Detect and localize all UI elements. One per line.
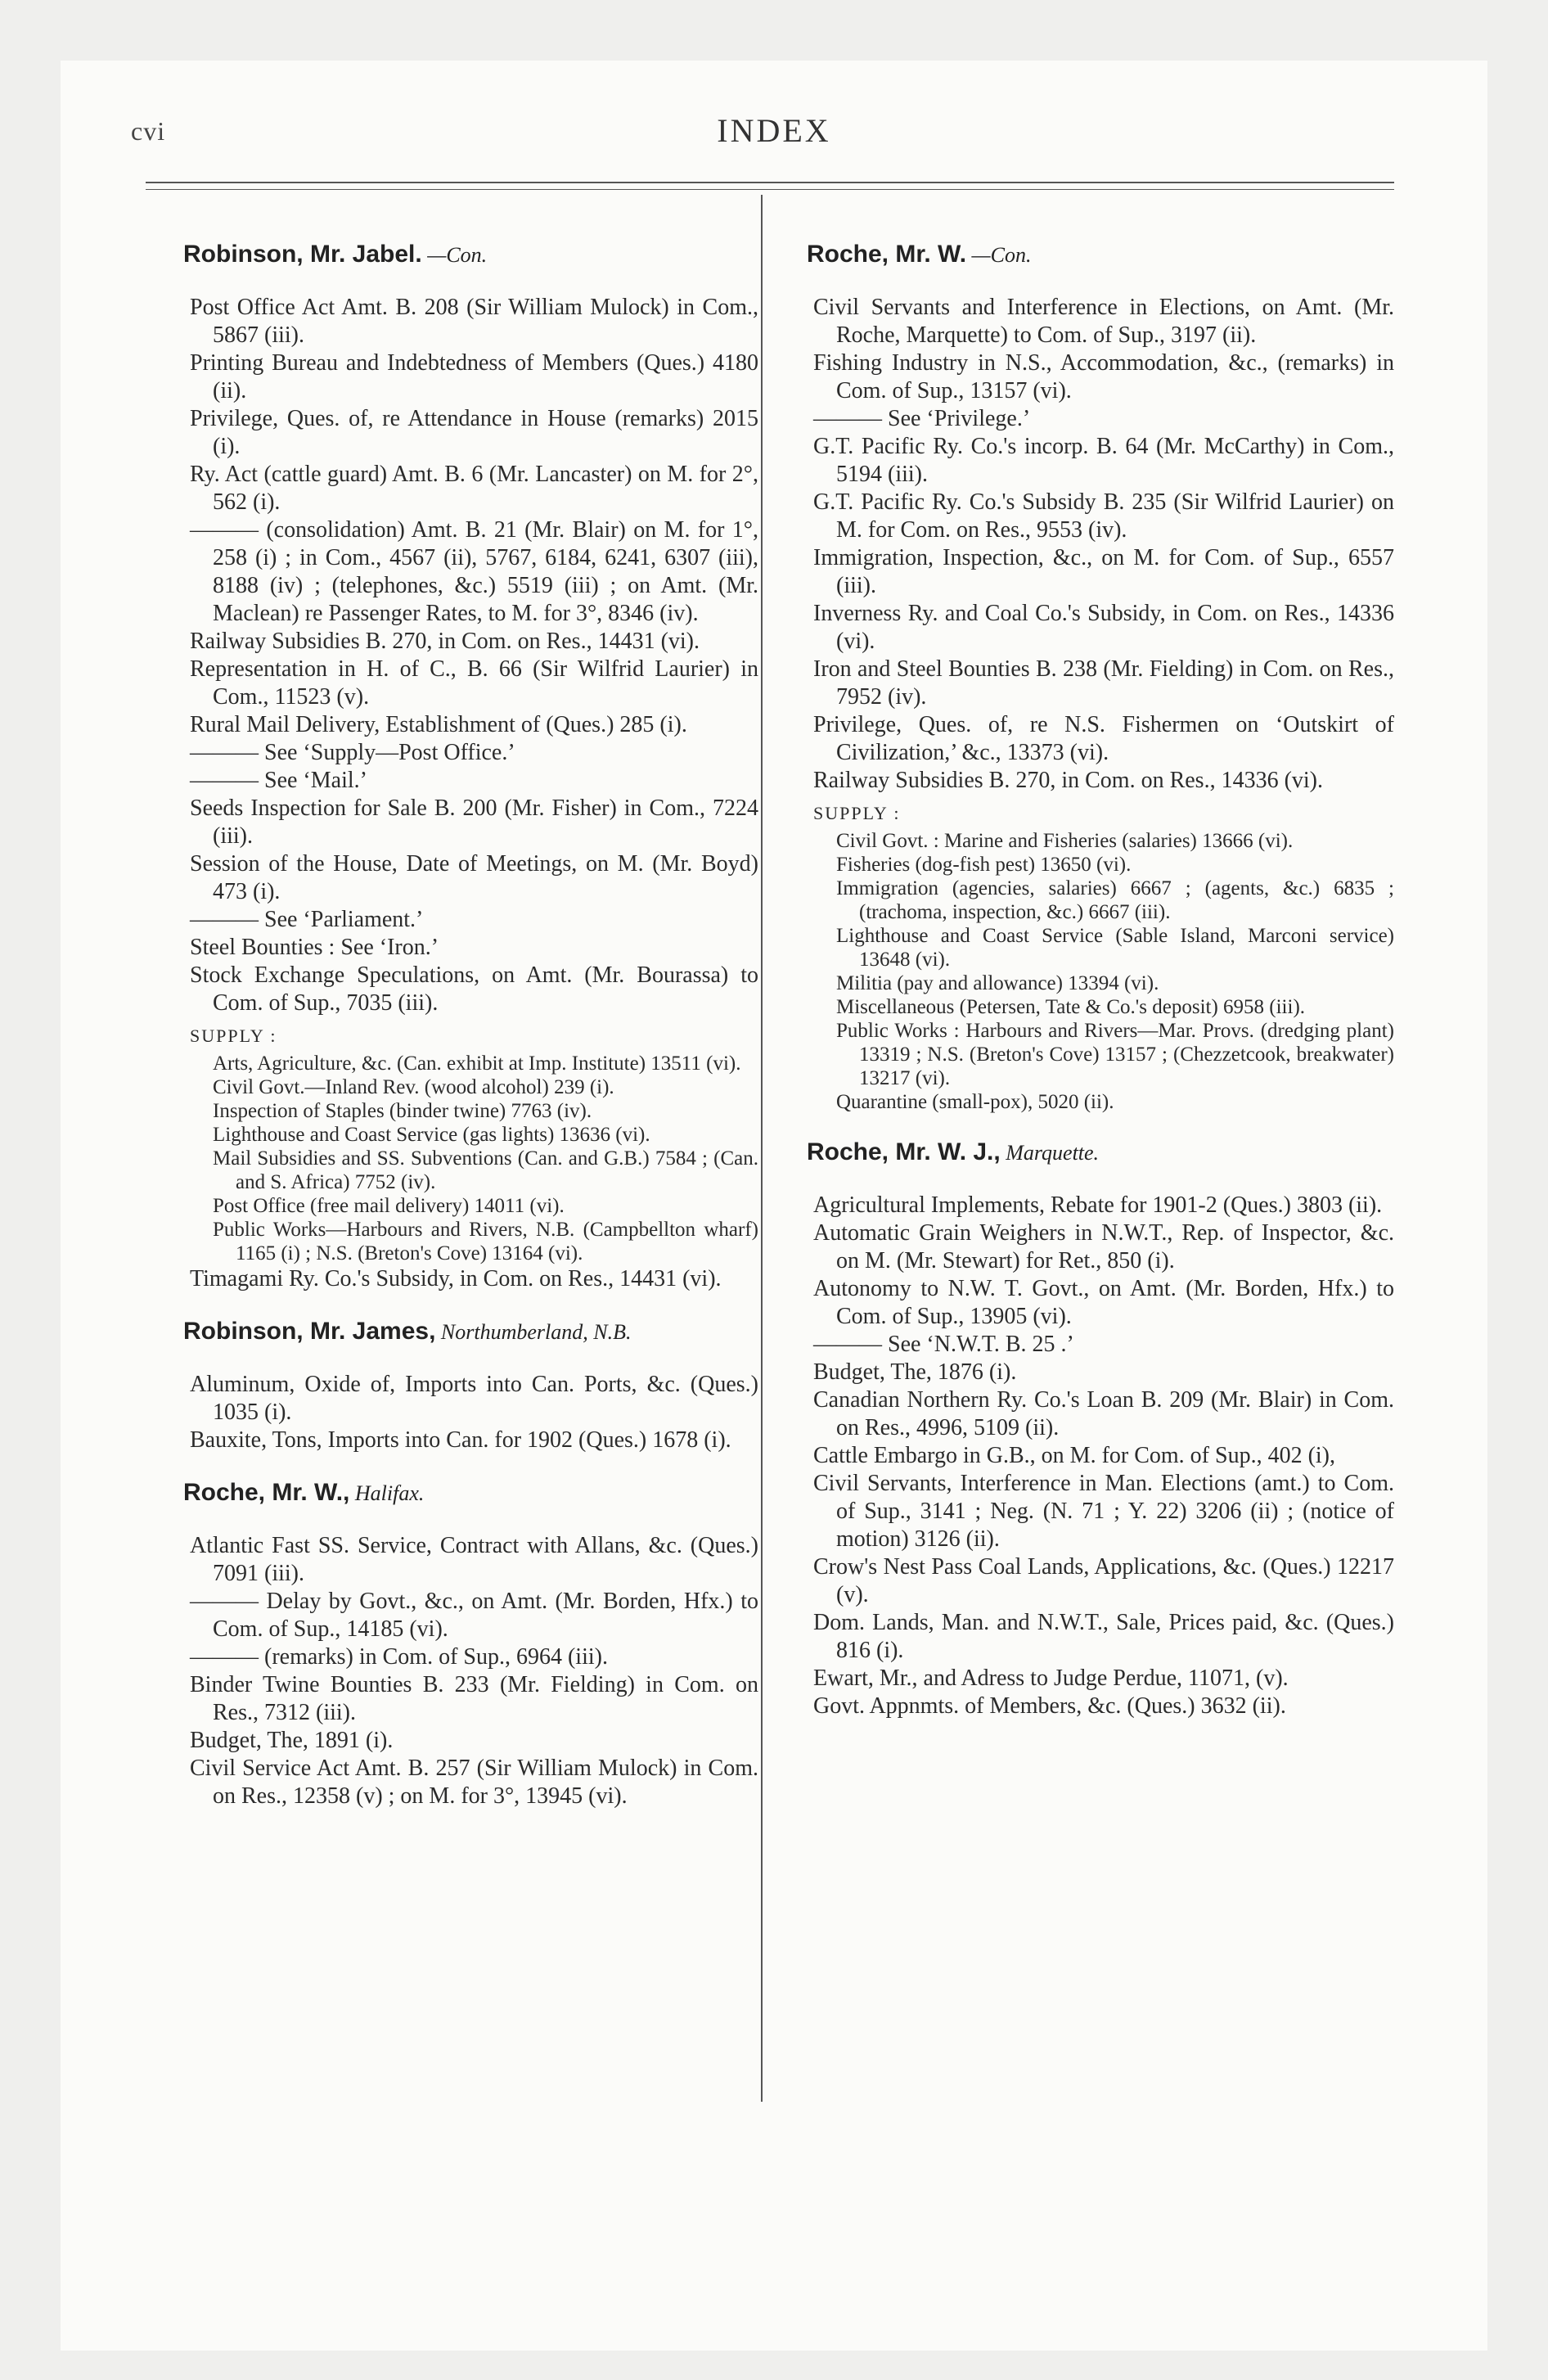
index-entry: Printing Bureau and Indebtedness of Members (Ques.) 4180 (ii). (190, 350, 758, 403)
left-column (183, 216, 758, 1810)
index-entry: ——— See ‘Mail.’ (190, 768, 367, 793)
index-entry: ——— (remarks) in Com. of Sup., 6964 (iii). (190, 1644, 608, 1670)
index-entry: Privilege, Ques. of, re N.S. Fishermen on ‘Outskirt of Civilization,’ &c., 13373 (vi). (813, 712, 1394, 765)
column-divider (761, 195, 763, 2102)
index-entry: Timagami Ry. Co.'s Subsidy, in Com. on Res., 14431 (vi). (190, 1266, 722, 1291)
index-entry: Autonomy to N.W. T. Govt., on Amt. (Mr. Borden, Hfx.) to Com. of Sup., 13905 (vi). (813, 1276, 1394, 1329)
index-entry: Post Office Act Amt. B. 208 (Sir William Mulock) in Com., 5867 (iii). (190, 295, 758, 348)
supply-entry: Inspection of Staples (binder twine) 7763 (iv). (213, 1100, 592, 1122)
index-entry: Bauxite, Tons, Imports into Can. for 1902 (Ques.) 1678 (i). (190, 1427, 731, 1453)
index-entry: Representation in H. of C., B. 66 (Sir Wilfrid Laurier) in Com., 11523 (v). (190, 656, 758, 710)
supply-entry: Public Works : Harbours and Rivers—Mar. Provs. (dredging plant) 13319 ; N.S. (Breton's Cove) 13157 ; (Chezzetcook, breakwater) 13217 (vi). (836, 1020, 1394, 1089)
index-entry: Stock Exchange Speculations, on Amt. (Mr. Bourassa) to Com. of Sup., 7035 (iii). (190, 962, 758, 1016)
index-entry: Civil Service Act Amt. B. 257 (Sir William Mulock) in Com. on Res., 12358 (v) ; on M. for 3°, 13945 (vi). (190, 1756, 758, 1809)
member-riding: Northumberland, N.B. (435, 1320, 632, 1344)
index-entry: Ewart, Mr., and Adress to Judge Perdue, 11071, (v). (813, 1666, 1289, 1691)
index-entry: Session of the House, Date of Meetings, on M. (Mr. Boyd) 473 (i). (190, 851, 758, 904)
member-heading (183, 241, 758, 269)
index-entry: Civil Servants and Interference in Elections, on Amt. (Mr. Roche, Marquette) to Com. of Sup., 3197 (ii). (813, 295, 1394, 348)
supply-entry: Fisheries (dog-fish pest) 13650 (vi). (836, 854, 1132, 876)
index-entry: Privilege, Ques. of, re Attendance in House (remarks) 2015 (i). (190, 406, 758, 459)
index-entry: Binder Twine Bounties B. 233 (Mr. Fielding) in Com. on Res., 7312 (iii). (190, 1672, 758, 1725)
supply-entry: Lighthouse and Coast Service (gas lights) 13636 (vi). (213, 1124, 650, 1146)
member-heading (807, 1138, 1394, 1167)
index-entry: Fishing Industry in N.S., Accommodation, &c., (remarks) in Com. of Sup., 13157 (vi). (813, 350, 1394, 403)
index-entry: Rural Mail Delivery, Establishment of (Ques.) 285 (i). (190, 712, 687, 737)
supply-entry: Miscellaneous (Petersen, Tate & Co.'s deposit) 6958 (iii). (836, 996, 1306, 1018)
supply-entry: Lighthouse and Coast Service (Sable Island, Marconi service) 13648 (vi). (836, 925, 1394, 971)
supply-entry: Arts, Agriculture, &c. (Can. exhibit at Imp. Institute) 13511 (vi). (213, 1053, 741, 1075)
index-entry: Budget, The, 1891 (i). (190, 1728, 394, 1753)
index-entry: Dom. Lands, Man. and N.W.T., Sale, Prices paid, &c. (Ques.) 816 (i). (813, 1610, 1394, 1663)
supply-entry: Militia (pay and allowance) 13394 (vi). (836, 972, 1159, 994)
index-entry: ——— See ‘Parliament.’ (190, 907, 424, 932)
supply-entry: Quarantine (small-pox), 5020 (ii). (836, 1091, 1114, 1113)
member-name: Robinson, Mr. James, (183, 1318, 436, 1345)
member-heading (807, 241, 1394, 269)
index-entry: Cattle Embargo in G.B., on M. for Com. of Sup., 402 (i), (813, 1443, 1335, 1468)
member-riding: —Con. (421, 243, 488, 267)
member-name: Roche, Mr. W. J., (807, 1138, 1001, 1165)
index-entry: Atlantic Fast SS. Service, Contract with Allans, &c. (Ques.) 7091 (iii). (190, 1533, 758, 1586)
member-name: Roche, Mr. W., (183, 1479, 350, 1506)
index-entry: ——— See ‘Privilege.’ (813, 406, 1031, 431)
supply-entry: Post Office (free mail delivery) 14011 (vi). (213, 1195, 565, 1217)
index-entry: Steel Bounties : See ‘Iron.’ (190, 935, 439, 960)
member-riding: Marquette. (1000, 1141, 1100, 1165)
index-entry: Aluminum, Oxide of, Imports into Can. Ports, &c. (Ques.) 1035 (i). (190, 1372, 758, 1425)
member-heading (183, 1479, 758, 1508)
member-riding: —Con. (966, 243, 1032, 267)
index-entry: ——— See ‘Supply—Post Office.’ (190, 740, 515, 765)
index-entry: ——— Delay by Govt., &c., on Amt. (Mr. Borden, Hfx.) to Com. of Sup., 14185 (vi). (190, 1589, 758, 1642)
supply-heading: SUPPLY : (813, 803, 901, 823)
right-column (807, 216, 1394, 1720)
index-entry: Inverness Ry. and Coal Co.'s Subsidy, in Com. on Res., 14336 (vi). (813, 601, 1394, 654)
supply-entry: Civil Govt. : Marine and Fisheries (salaries) 13666 (vi). (836, 830, 1294, 852)
member-name: Robinson, Mr. Jabel. (183, 241, 422, 268)
index-entry: Civil Servants, Interference in Man. Elections (amt.) to Com. of Sup., 3141 ; Neg. (N. 71 ; Y. 22) 3206 (ii) ; (notice of motion) 3126 (ii). (813, 1471, 1394, 1552)
index-entry: Budget, The, 1876 (i). (813, 1359, 1017, 1385)
index-entry: Agricultural Implements, Rebate for 1901-2 (Ques.) 3803 (ii). (813, 1192, 1383, 1218)
index-entry: Crow's Nest Pass Coal Lands, Applications, &c. (Ques.) 12217 (v). (813, 1554, 1394, 1607)
header-rule (146, 182, 1394, 183)
index-entry: Seeds Inspection for Sale B. 200 (Mr. Fisher) in Com., 7224 (iii). (190, 796, 758, 849)
member-name: Roche, Mr. W. (807, 241, 967, 268)
index-entry: Iron and Steel Bounties B. 238 (Mr. Fielding) in Com. on Res., 7952 (iv). (813, 656, 1394, 710)
index-entry: Automatic Grain Weighers in N.W.T., Rep. of Inspector, &c. on M. (Mr. Stewart) for Ret., 850 (i). (813, 1220, 1394, 1273)
index-entry: Immigration, Inspection, &c., on M. for Com. of Sup., 6557 (iii). (813, 545, 1394, 598)
page-title: INDEX (717, 112, 831, 149)
index-entry: Canadian Northern Ry. Co.'s Loan B. 209 (Mr. Blair) in Com. on Res., 4996, 5109 (ii). (813, 1387, 1394, 1440)
supply-entry: Public Works—Harbours and Rivers, N.B. (Campbellton wharf) 1165 (i) ; N.S. (Breton's Cove) 13164 (vi). (213, 1219, 758, 1264)
index-entry: G.T. Pacific Ry. Co.'s incorp. B. 64 (Mr. McCarthy) in Com., 5194 (iii). (813, 434, 1394, 487)
page-number: cvi (131, 116, 166, 146)
supply-entry: Civil Govt.—Inland Rev. (wood alcohol) 239 (i). (213, 1076, 614, 1098)
supply-entry: Immigration (agencies, salaries) 6667 ; (agents, &c.) 6835 ; (trachoma, inspection, &c.) 6667 (iii). (836, 877, 1394, 923)
member-heading (183, 1318, 758, 1346)
index-entry: Govt. Appnmts. of Members, &c. (Ques.) 3632 (ii). (813, 1693, 1286, 1719)
index-entry: ——— (consolidation) Amt. B. 21 (Mr. Blair) on M. for 1°, 258 (i) ; in Com., 4567 (ii), 5767, 6184, 6241, 6307 (iii), 8188 (iv) ; (telephones, &c.) 5519 (iii) ; on Amt. (Mr. Maclean) re Passenger Rates, to M. for 3°, 8346 (iv). (190, 517, 758, 626)
member-riding: Halifax. (349, 1481, 425, 1505)
index-entry: G.T. Pacific Ry. Co.'s Subsidy B. 235 (Sir Wilfrid Laurier) on M. for Com. on Res., 9553 (iv). (813, 489, 1394, 543)
index-entry: ——— See ‘N.W.T. B. 25 .’ (813, 1332, 1074, 1357)
supply-entry: Mail Subsidies and SS. Subventions (Can. and G.B.) 7584 ; (Can. and S. Africa) 7752 (iv). (213, 1147, 758, 1193)
index-entry: Railway Subsidies B. 270, in Com. on Res., 14431 (vi). (190, 629, 700, 654)
supply-heading: SUPPLY : (190, 1025, 277, 1046)
header-rule-thin (146, 189, 1394, 190)
index-entry: Ry. Act (cattle guard) Amt. B. 6 (Mr. Lancaster) on M. for 2°, 562 (i). (190, 462, 758, 515)
index-entry: Railway Subsidies B. 270, in Com. on Res., 14336 (vi). (813, 768, 1323, 793)
